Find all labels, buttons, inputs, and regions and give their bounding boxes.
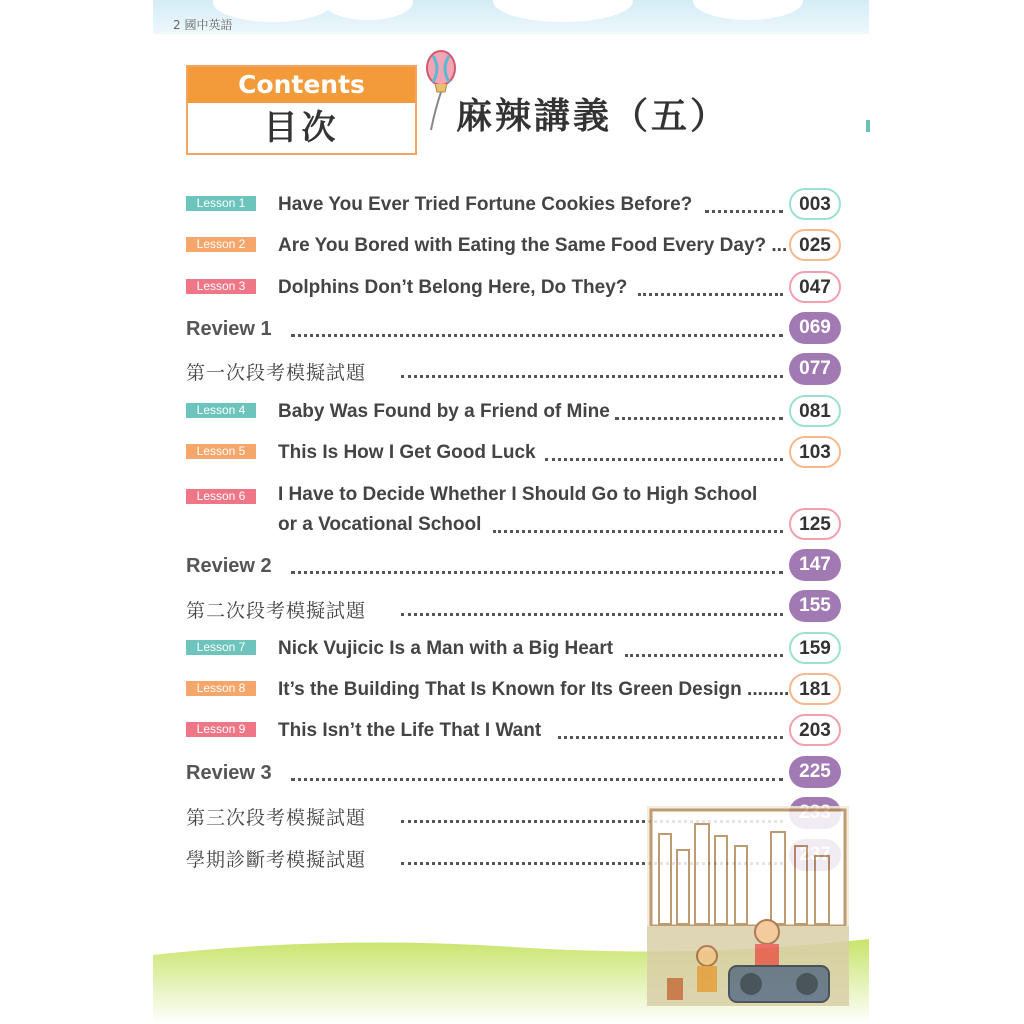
page-number[interactable]: 125	[789, 508, 841, 540]
lesson-badge: Lesson 6	[186, 489, 256, 504]
leader-dots	[705, 210, 783, 213]
page-number[interactable]: 203	[789, 714, 841, 746]
toc-entry-title[interactable]: Have You Ever Tried Fortune Cookies Before?	[278, 194, 693, 215]
lesson-badge: Lesson 2	[186, 237, 256, 252]
review-title[interactable]: Review 1	[186, 318, 272, 340]
running-head: 2 國中英語	[173, 18, 233, 32]
review-title[interactable]: Review 3	[186, 762, 272, 784]
book-title: 麻辣講義（五）	[456, 96, 730, 137]
contents-label: Contents	[188, 67, 415, 103]
page-number[interactable]: 147	[789, 549, 841, 581]
toc-entry-title[interactable]: This Is How I Get Good Luck	[278, 442, 536, 463]
page-number[interactable]: 047	[789, 271, 841, 303]
review-title[interactable]: Review 2	[186, 555, 272, 577]
lesson-badge: Lesson 8	[186, 681, 256, 696]
toc-entry-title-continued[interactable]: or a Vocational School	[278, 514, 482, 535]
page-edge-mark	[866, 120, 870, 132]
page-number[interactable]: 159	[789, 632, 841, 664]
toc-entry-title[interactable]: Dolphins Don’t Belong Here, Do They?	[278, 277, 628, 298]
leader-dots	[401, 375, 783, 378]
exam-title[interactable]: 第一次段考模擬試題	[186, 362, 367, 384]
page-number[interactable]: 003	[789, 188, 841, 220]
leader-dots	[638, 293, 783, 296]
page-number[interactable]: 181	[789, 673, 841, 705]
exam-title[interactable]: 第二次段考模擬試題	[186, 600, 367, 622]
chinese-contents-label: 目次	[263, 108, 340, 148]
lesson-badge: Lesson 1	[186, 196, 256, 211]
exam-title[interactable]: 第三次段考模擬試題	[186, 807, 367, 829]
leader-dots	[558, 736, 783, 739]
lesson-badge: Lesson 5	[186, 444, 256, 459]
page-number[interactable]: 225	[789, 756, 841, 788]
lesson-badge: Lesson 4	[186, 403, 256, 418]
leader-dots	[291, 571, 783, 574]
page-number[interactable]: 077	[789, 353, 841, 385]
page-number[interactable]: 103	[789, 436, 841, 468]
leader-dots	[401, 613, 783, 616]
page-number[interactable]: 025	[789, 229, 841, 261]
toc-entry-title[interactable]: Nick Vujicic Is a Man with a Big Heart	[278, 638, 614, 659]
leader-dots	[545, 458, 783, 461]
sky-banner	[153, 0, 869, 34]
hot-air-balloon-icon	[423, 50, 459, 134]
page-number[interactable]: 069	[789, 312, 841, 344]
lesson-badge: Lesson 9	[186, 722, 256, 737]
page-number[interactable]: 081	[789, 395, 841, 427]
exam-title[interactable]: 學期診斷考模擬試題	[186, 849, 367, 871]
watermark-illustration	[647, 806, 849, 1006]
leader-dots	[615, 417, 783, 420]
leader-dots	[291, 778, 783, 781]
toc-entry-title[interactable]: It’s the Building That Is Known for Its Green Design ........	[278, 679, 790, 700]
toc-entry-title[interactable]: Are You Bored with Eating the Same Food Every Day? ...	[278, 235, 788, 256]
toc-entry-title[interactable]: Baby Was Found by a Friend of Mine	[278, 401, 610, 422]
leader-dots	[493, 530, 783, 533]
leader-dots	[625, 654, 783, 657]
lesson-badge: Lesson 7	[186, 640, 256, 655]
contents-title-box	[186, 65, 417, 155]
lesson-badge: Lesson 3	[186, 279, 256, 294]
page-number[interactable]: 155	[789, 590, 841, 622]
leader-dots	[291, 334, 783, 337]
toc-entry-title[interactable]: This Isn’t the Life That I Want	[278, 720, 542, 741]
toc-entry-title[interactable]: I Have to Decide Whether I Should Go to High School	[278, 484, 758, 505]
